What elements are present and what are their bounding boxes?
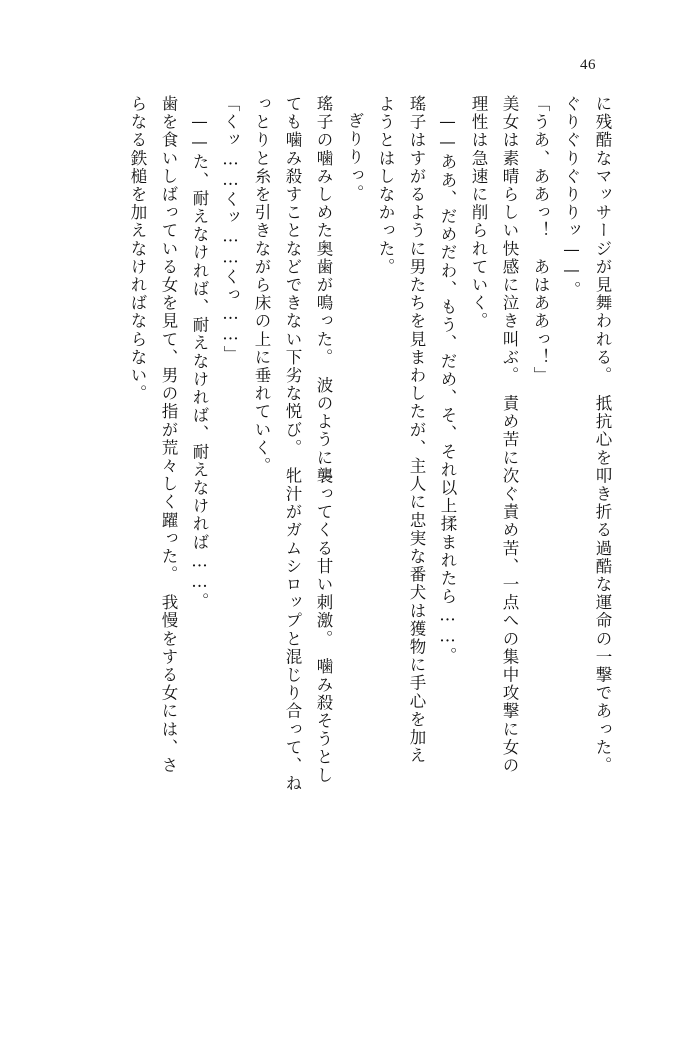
text-line: ぎりりっ。 — [345, 112, 364, 203]
text-line: 「うあ、ああっ！ あはああっ！」 — [531, 95, 550, 385]
text-line: 美女は素晴らしい快感に泣き叫ぶ。 責め苦に次ぐ責め苦、一点への集中攻撃に女の — [500, 95, 519, 775]
text-line: 瑤子の噛みしめた奥歯が鳴った。 波のように襲ってくる甘い刺激。 噛み殺そうとし — [314, 95, 333, 785]
text-line: らなる鉄槌を加えなければならない。 — [128, 95, 147, 403]
text-line: ——た、耐えなければ、耐えなければ、耐えなければ……。 — [190, 112, 209, 611]
vertical-body-text — [55, 95, 618, 990]
text-line: 「くッ……くッ……くっ……」 — [221, 95, 240, 364]
text-line: 理性は急速に削られていく。 — [469, 95, 488, 331]
text-line: ても噛み殺すことなどできない下劣な悦び。 牝汁がガムシロップと混じり合って、ね — [283, 95, 302, 793]
text-line: ——ああ、だめだわ、もう、だめ、そ、それ以上揉まれたら……。 — [438, 112, 457, 665]
text-line: に残酷なマッサージが見舞われる。 抵抗心を叩き折る過酷な運命の一撃であった。 — [593, 95, 612, 775]
text-line: っとりと糸を引きながら床の上に垂れていく。 — [252, 95, 271, 476]
page-number: 46 — [580, 57, 596, 73]
text-line: ぐりぐりぐりりッ——。 — [562, 95, 581, 300]
text-line: 歯を食いしばっている女を見て、男の指が荒々しく躍った。 我慢をする女には、さ — [159, 95, 178, 775]
text-line: ようとはしなかった。 — [376, 95, 395, 276]
text-line: 瑤子はすがるように男たちを見まわしたが、主人に忠実な番犬は獲物に手心を加え — [407, 95, 426, 765]
